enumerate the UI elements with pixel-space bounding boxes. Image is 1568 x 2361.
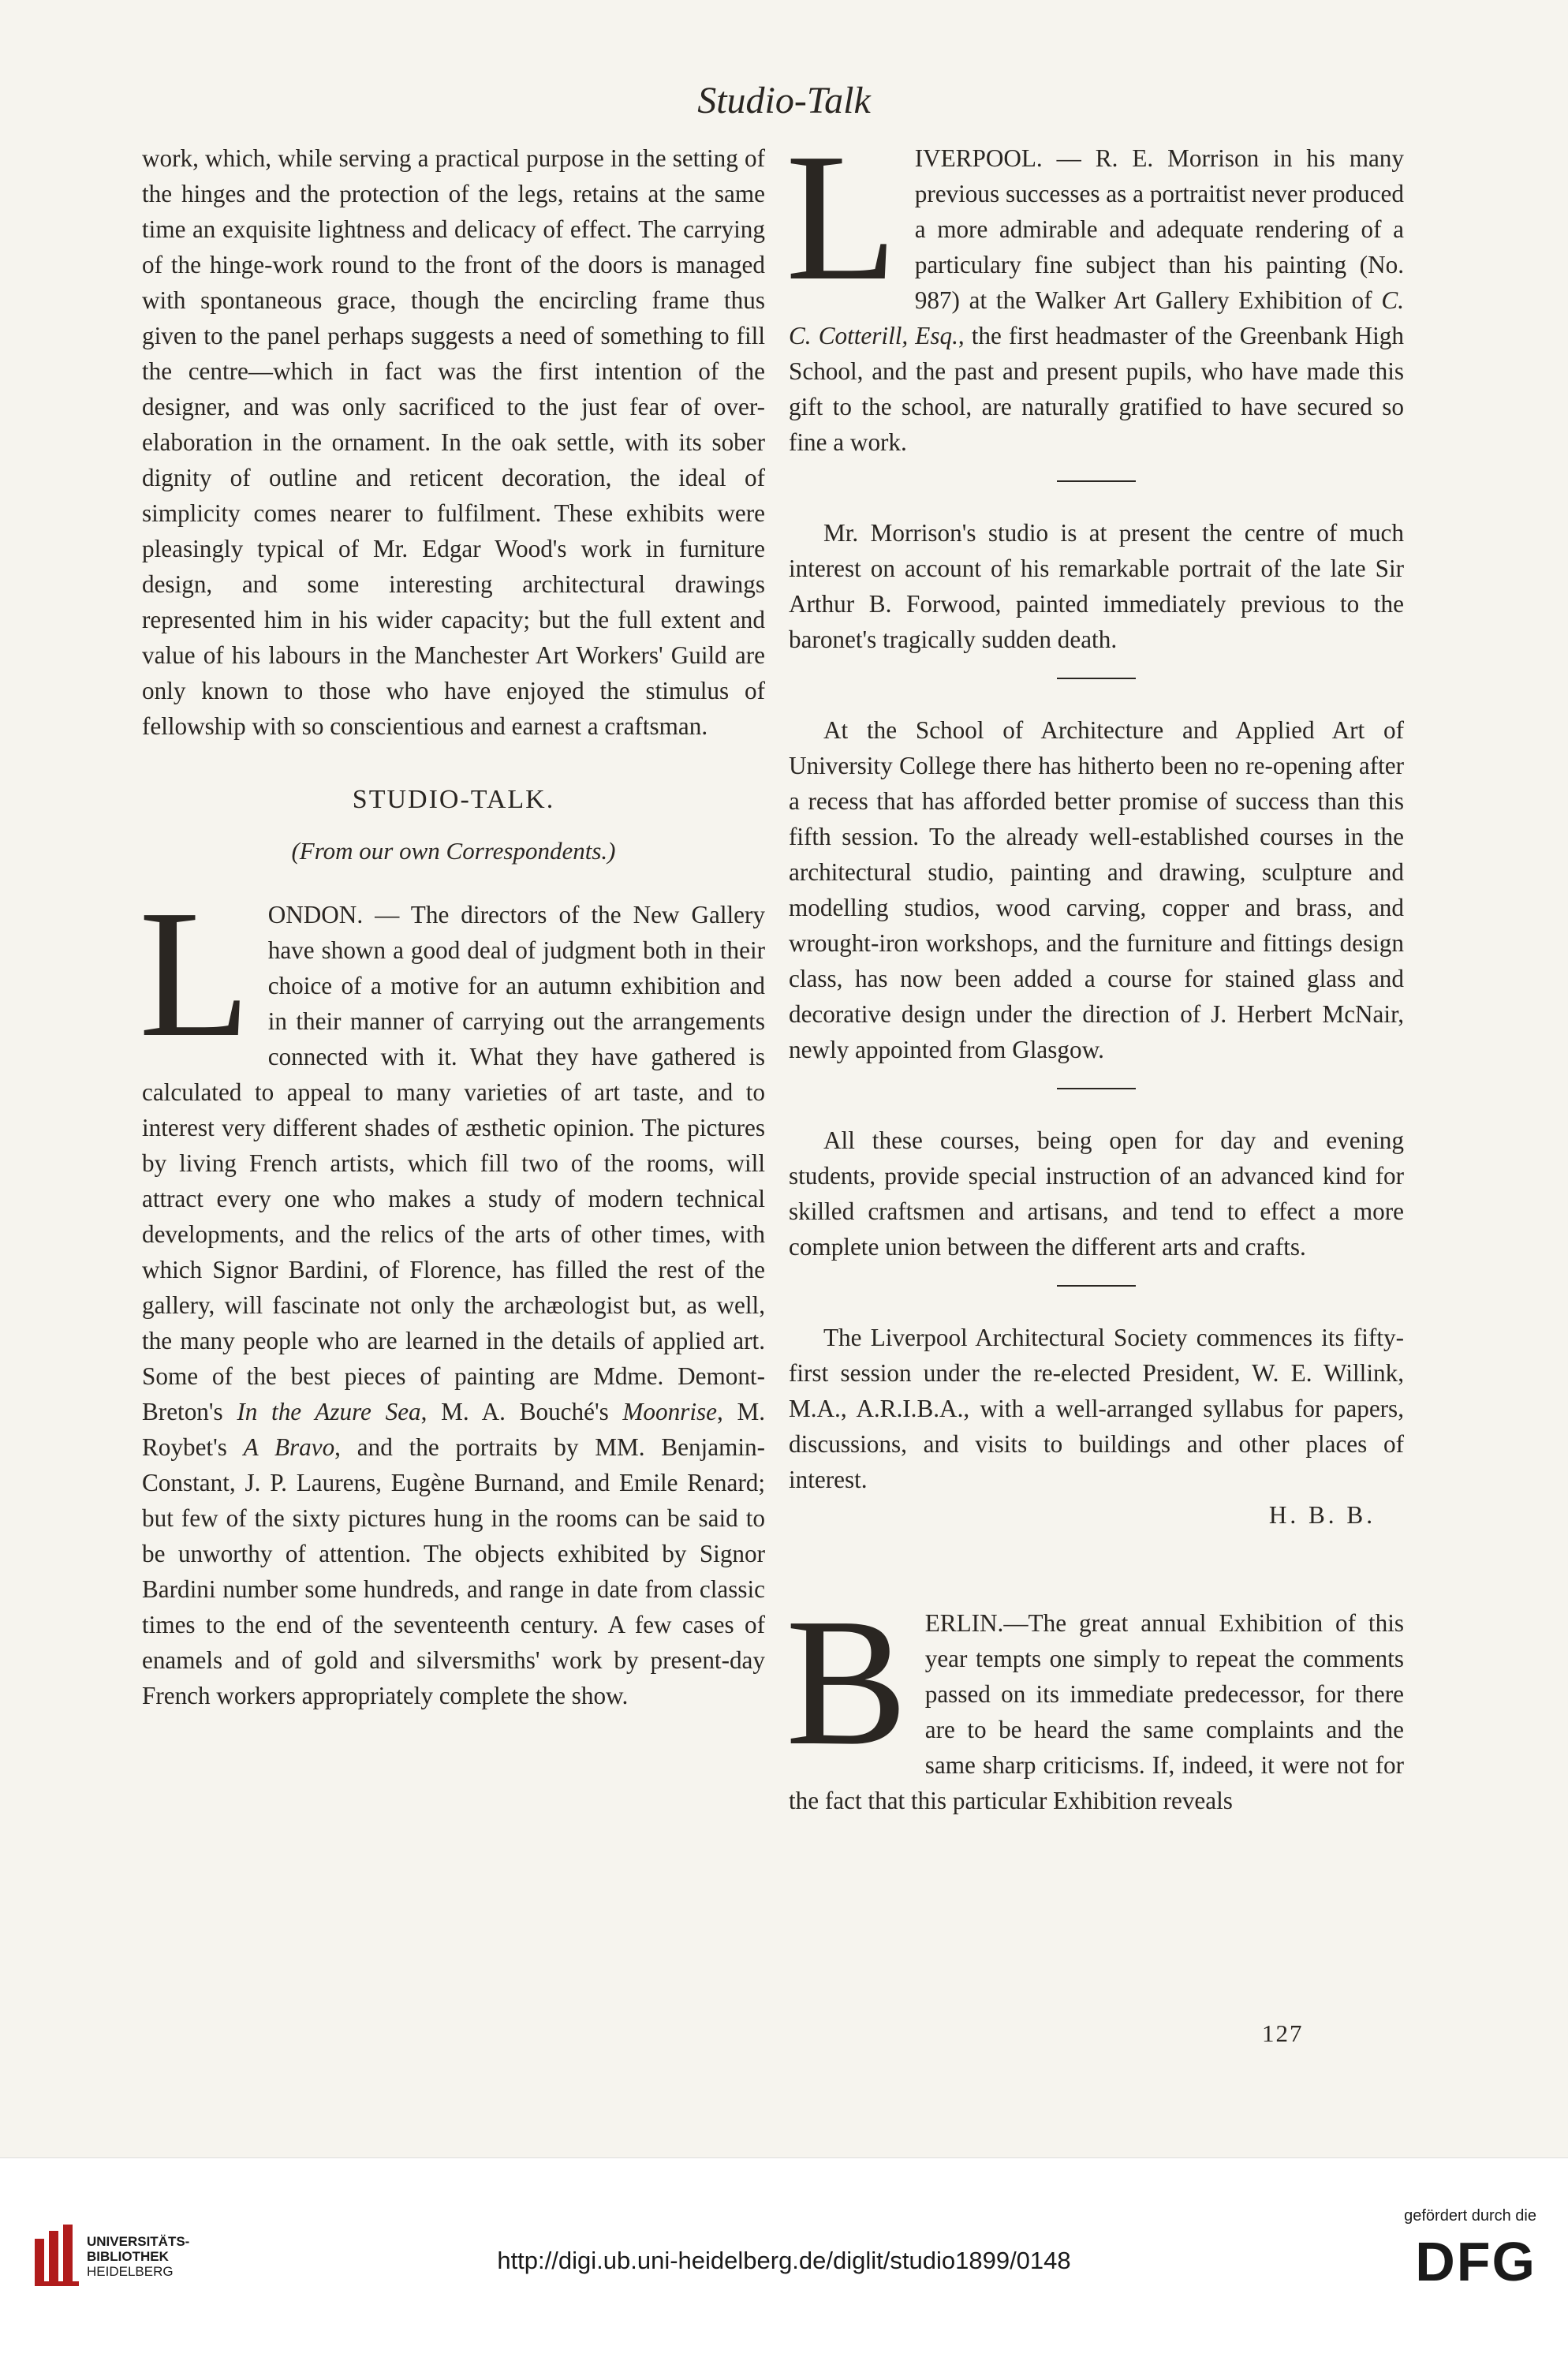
- source-url-link[interactable]: http://digi.ub.uni-heidelberg.de/diglit/studio1899/0148: [497, 2247, 1071, 2274]
- london-report: [139, 872, 766, 1713]
- society-paragraph: The Liverpool Architectural Society commences its fifty-first session under the re-elected President, W. E. Willink, M.A., A.R.I.B.A., with a well-arranged syllabus for papers, discussions, and visits to buildings and other places of interest.: [789, 1324, 1404, 1493]
- morrison-paragraph: Mr. Morrison's studio is at present the centre of much interest on account of his remarkable portrait of the late Sir Arthur B. Forwood, painted immediately previous to the baronet's tragically sudden death.: [789, 519, 1404, 653]
- berlin-dropcap: B: [786, 1581, 908, 1784]
- london-sep-2: , M. Roybet's: [142, 1398, 766, 1461]
- section-divider: [1057, 1088, 1136, 1089]
- funding-note: gefördert durch die: [1404, 2207, 1536, 2225]
- continued-paragraph: work, which, while serving a practical purpose in the setting of the hinges and the protection of the legs, retains at the same time an exquisite lightness and delicacy of effect. The carrying of the hinge-work round to the front of the doors is managed with spontaneous grace, though the encircling frame thus given to the panel perhaps suggests a need of something to fill the centre—which in fact was the first intention of the designer, and was only sacrificed to the just fear of over-elaboration in the ornament. In the oak settle, with its sober dignity of outline and reticent decoration, the ideal of simplicity comes nearer to fulfilment. These exhibits were pleasingly typical of Mr. Edgar Wood's work in furniture design, and some interesting architectural drawings represented him in his wider capacity; but the full extent and value of his labours in the Manchester Art Workers' Guild are only known to those who have enjoyed the stimulus of fellowship with so conscientious and earnest a craftsman.: [142, 144, 765, 740]
- work-title-cotterill: C. C. Cotterill, Esq.: [789, 286, 1404, 349]
- dfg-logo-icon: DFG: [1415, 2231, 1536, 2292]
- london-dropcap: L: [139, 872, 251, 1075]
- liverpool-text-end: , the first headmaster of the Greenbank High School, and the past and present pupils, who have made this gift to the school, are naturally gratified to have secured so fine a work.: [789, 322, 1404, 456]
- funding-block: [1347, 2207, 1536, 2293]
- section-subtitle: (From our own Correspondents.): [291, 837, 616, 865]
- section-title: STUDIO-TALK.: [352, 785, 555, 814]
- section-divider: [1057, 678, 1136, 679]
- liverpool-dropcap: L: [786, 116, 898, 319]
- london-sep-1: , M. A. Bouché's: [420, 1398, 623, 1425]
- section-divider: [1057, 480, 1136, 482]
- berlin-paragraph: ERLIN.—The great annual Exhibition of this year tempts one simply to repeat the comments passed on its immediate predecessor, for there are to be heard the same complaints and the same sharp criticisms. If, indeed, it were not for the fact that this particular Exhibition reveals: [789, 1609, 1404, 1814]
- courses-paragraph: All these courses, being open for day and evening students, provide special instruction of an advanced kind for skilled craftsmen and artisans, and tend to effect a more complete union between the different arts and crafts.: [789, 1126, 1404, 1261]
- liverpool-report: [786, 116, 1404, 460]
- work-title-azure-sea: In the Azure Sea: [237, 1398, 421, 1425]
- berlin-report: [786, 1581, 1404, 1818]
- right-column: [786, 116, 1404, 1818]
- library-name-line3: HEIDELBERG: [87, 2264, 174, 2279]
- library-name-line2: BIBLIOTHEK: [87, 2249, 169, 2264]
- section-divider: [1057, 1285, 1136, 1287]
- work-title-a-bravo: A Bravo: [243, 1433, 335, 1461]
- work-title-moonrise: Moonrise: [622, 1398, 717, 1425]
- left-column: [139, 140, 766, 1713]
- liverpool-text-start: IVERPOOL. — R. E. Morrison in his many previous successes as a portraitist never produced a more admirable and adequate rendering of a particulary fine subject than his painting (No. 987) at the Walker Art Gallery Exhibition of: [914, 144, 1404, 314]
- school-paragraph: At the School of Architecture and Applied Art of University College there has hitherto been no re-opening after a recess that has afforded better promise of success than this fifth session. To the already well-established courses in the architectural studio, painting and drawing, sculpture and modelling studios, wood carving, copper and brass, and wrought-iron workshops, and the furniture and fittings design class, has now been added a course for stained glass and decorative design under the direction of J. Herbert McNair, newly appointed from Glasgow.: [789, 716, 1404, 1063]
- digitization-footer: [0, 2157, 1568, 2361]
- library-name-line1: UNIVERSITÄTS-: [87, 2234, 190, 2249]
- london-text-end: , and the portraits by MM. Benjamin-Constant, J. P. Laurens, Eugène Burnand, and Emile Renard; but few of the sixty pictures hung in the rooms can be said to be unworthy of attention. The objects exhibited by Signor Bardini number some hundreds, and range in date from classic times to the end of the seventeenth century. A few cases of enamels and of gold and silversmiths' work by present-day French workers appropriately complete the show.: [142, 1433, 765, 1709]
- london-text-start: ONDON. — The directors of the New Gallery have shown a good deal of judgment both in their choice of a motive for an autumn exhibition and in their manner of carrying out the arrangements connected with it. What they have gathered is calculated to appeal to many varieties of art taste, and to interest very different shades of æsthetic opinion. The pictures by living French artists, which fill two of the rooms, will attract every one who makes a study of modern technical developments, and the relics of the arts of other times, with which Signor Bardini, of Florence, has filled the rest of the gallery, will fascinate not only the archæologist but, as well, the many people who are learned in the details of applied art. Some of the best pieces of painting are Mdme. Demont-Breton's: [142, 901, 765, 1425]
- author-signature: H. B. B.: [1268, 1501, 1376, 1529]
- running-title: Studio-Talk: [697, 80, 871, 121]
- page-number: 127: [1262, 2019, 1304, 2047]
